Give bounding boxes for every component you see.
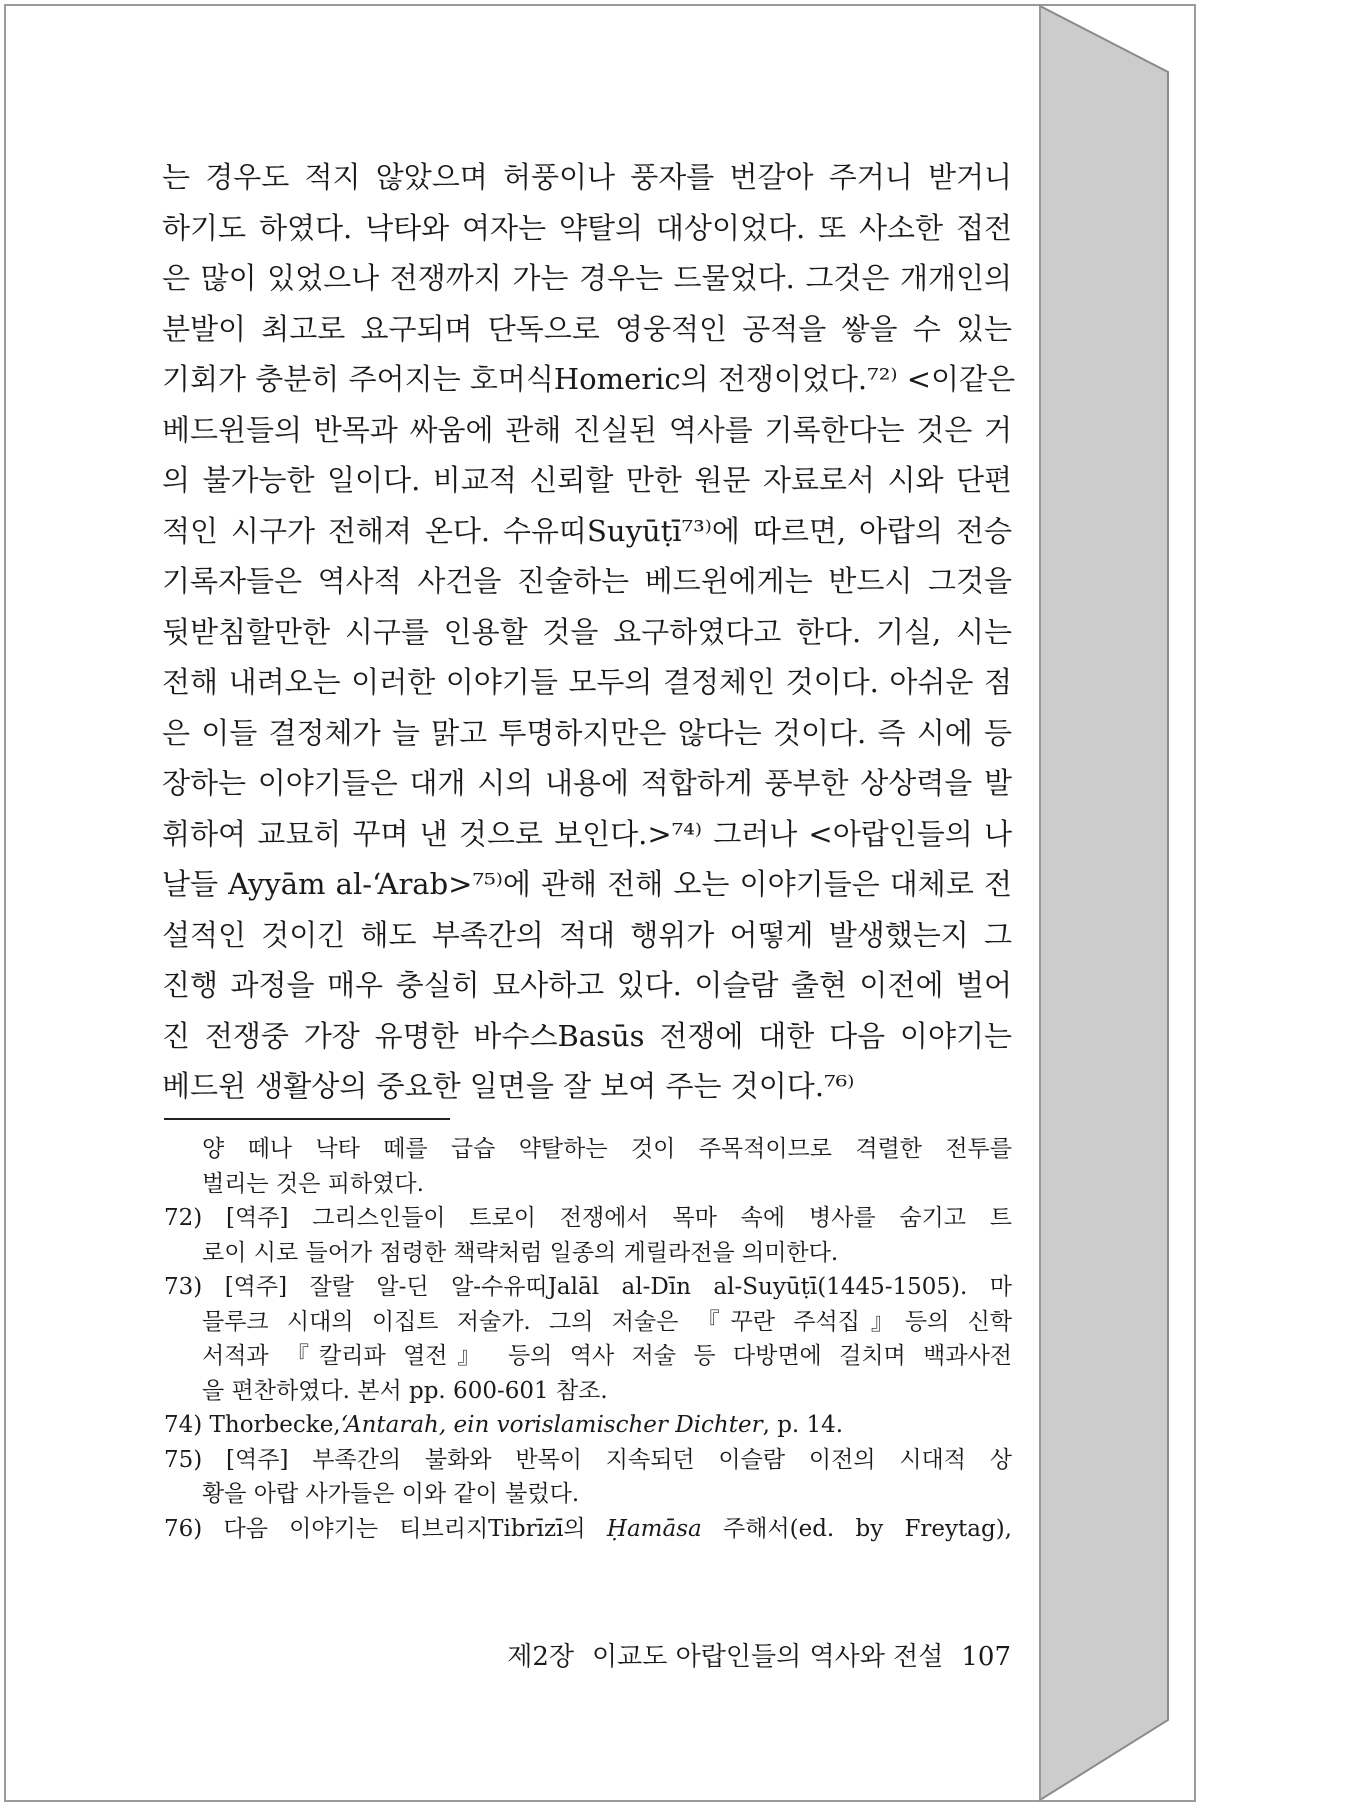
footnote-line: 을 편찬하였다. 본서 pp. 600-601 참조. <box>202 1377 608 1404</box>
body-line: 베드윈들의 반목과 싸움에 관해 진실된 역사를 기록한다는 것은 거 <box>162 412 1012 447</box>
footnote-73: 73) [역주] 잘랄 알-딘 알-수유띠Jalāl al-Dīn al-Suyūṭī(1445-1505). 마 <box>164 1274 1012 1300</box>
body-line: 기회가 충분히 주어지는 호머식Homeric의 전쟁이었다.⁷²⁾ <이같은 <box>162 362 1016 396</box>
chapter-label: 제2장 <box>507 1642 575 1672</box>
body-line: 의 불가능한 일이다. 비교적 신뢰할 만한 원문 자료로서 시와 단편 <box>162 463 1012 497</box>
body-line: 베드윈 생활상의 중요한 일면을 잘 보여 주는 것이다.⁷⁶⁾ <box>162 1069 855 1103</box>
footnote-74-prefix: 74) Thorbecke, <box>164 1412 341 1438</box>
body-line: 는 경우도 적지 않았으며 허풍이나 풍자를 번갈아 주거니 받거니 <box>162 160 1012 194</box>
footnote-76-suffix: 주해서(ed. by Freytag), <box>701 1515 1012 1542</box>
body-line: 전해 내려오는 이러한 이야기들 모두의 결정체인 것이다. 아쉬운 점 <box>162 665 1012 699</box>
body-line: 은 이들 결정체가 늘 맑고 투명하지만은 않다는 것이다. 즉 시에 등 <box>162 715 1012 750</box>
footnotes <box>164 1132 1012 1546</box>
body-line: 은 많이 있었으나 전쟁까지 가는 경우는 드물었다. 그것은 개개인의 <box>162 261 1012 295</box>
footnote-76-prefix: 76) 다음 이야기는 티브리지Tibrīzī의 <box>164 1515 607 1542</box>
footnote-line: 서적과 『칼리파 열전』 등의 역사 저술 등 다방면에 걸치며 백과사전 <box>202 1343 1012 1369</box>
footnote-76 <box>164 1512 1012 1547</box>
body-line: 날들 Ayyām al-‘Arab>⁷⁵⁾에 관해 전해 오는 이야기들은 대체로 전 <box>162 867 1012 901</box>
body-line: 설적인 것이긴 해도 부족간의 적대 행위가 어떻게 발생했는지 그 <box>162 917 1012 952</box>
footnote-line: 벌리는 것은 피하였다. <box>202 1170 424 1197</box>
body-text <box>162 152 1016 1112</box>
footnote-74 <box>164 1408 1012 1443</box>
body-line: 진행 과정을 매우 충실히 묘사하고 있다. 이슬람 출현 이전에 벌어 <box>162 968 1012 1002</box>
body-line: 뒷받침할만한 시구를 인용할 것을 요구하였다고 한다. 기실, 시는 <box>162 614 1012 649</box>
chapter-title: 이교도 아랍인들의 역사와 전설 <box>592 1642 944 1672</box>
footnote-line: 믈루크 시대의 이집트 저술가. 그의 저술은 『꾸란 주석집』등의 신학 <box>202 1308 1012 1335</box>
footnote-76-title: Ḥamāsa <box>606 1515 702 1542</box>
body-line: 장하는 이야기들은 대개 시의 내용에 적합하게 풍부한 상상력을 발 <box>162 766 1012 800</box>
body-line: 적인 시구가 전해져 온다. 수유띠Suyūṭī⁷³⁾에 따르면, 아랍의 전승 <box>162 513 1012 548</box>
body-line: 휘하여 교묘히 꾸며 낸 것으로 보인다.>⁷⁴⁾ 그러나 <아랍인들의 나 <box>162 816 1012 851</box>
footnote-line: 황을 아랍 사가들은 이와 같이 불렀다. <box>202 1481 580 1507</box>
footnote-line: 로이 시로 들어가 점령한 책략처럼 일종의 게릴라전을 의미한다. <box>202 1239 839 1266</box>
body-line: 분발이 최고로 요구되며 단독으로 영웅적인 공적을 쌓을 수 있는 <box>162 311 1012 346</box>
page-number: 107 <box>961 1642 1011 1672</box>
body-line: 진 전쟁중 가장 유명한 바수스Basūs 전쟁에 대한 다음 이야기는 <box>162 1018 1012 1053</box>
footnote-75: 75) [역주] 부족간의 불화와 반목이 지속되던 이슬람 이전의 시대적 상 <box>164 1446 1012 1473</box>
footnote-74-title: ‘Antarah, ein vorislamischer Dichter <box>340 1412 763 1438</box>
body-line: 기록자들은 역사적 사건을 진술하는 베드윈에게는 반드시 그것을 <box>162 564 1012 598</box>
footnote-74-suffix: , p. 14. <box>762 1412 844 1438</box>
footnote-line: 양 떼나 낙타 떼를 급습 약탈하는 것이 주목적이므로 격렬한 전투를 <box>202 1136 1012 1162</box>
footnote-divider <box>164 1118 450 1120</box>
footnote-72: 72) [역주] 그리스인들이 트로이 전쟁에서 목마 속에 병사를 숨기고 트 <box>164 1205 1012 1231</box>
running-footer <box>507 1636 1011 1673</box>
body-line: 하기도 하였다. 낙타와 여자는 약탈의 대상이었다. 또 사소한 접전 <box>162 210 1012 245</box>
